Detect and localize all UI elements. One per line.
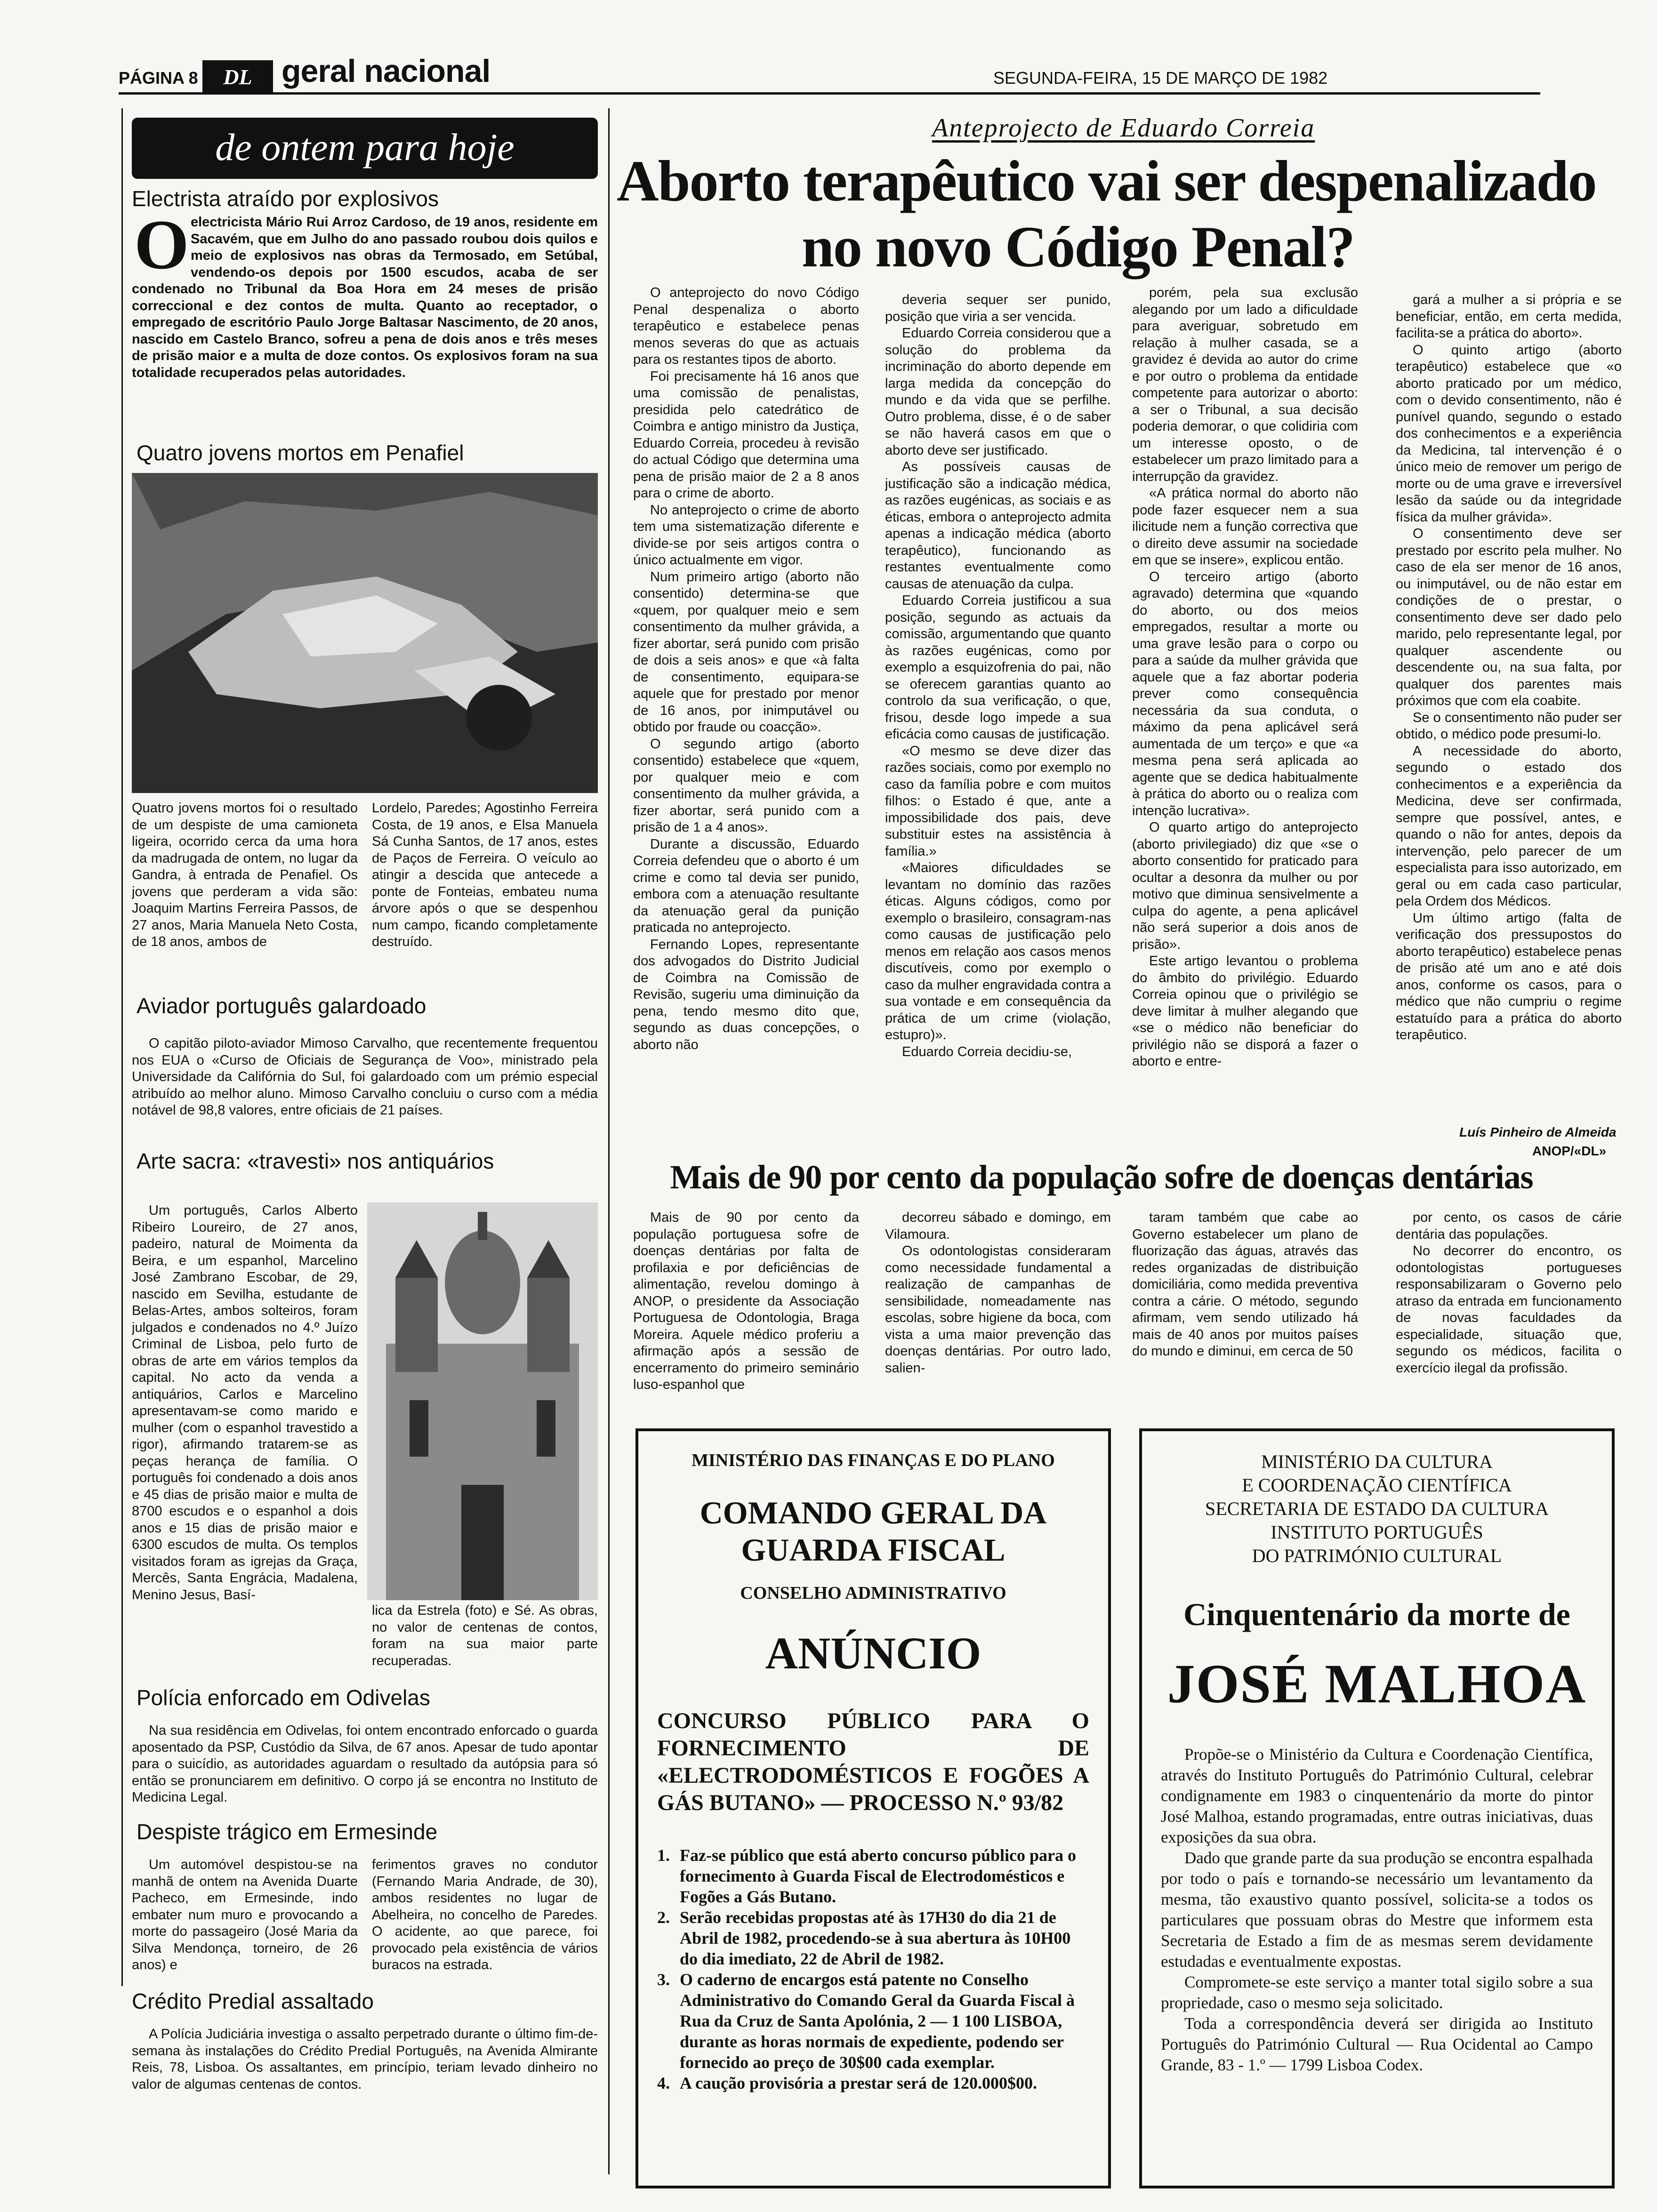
ad-cultura-line-4: INSTITUTO PORTUGUÊS xyxy=(1271,1522,1483,1543)
section-logo xyxy=(202,60,273,94)
ad-fiscal-org-1: COMANDO GERAL DA xyxy=(700,1495,1047,1531)
story-aviador: O capitão piloto-aviador Mimoso Carvalho, que recentemente frequentou nos EUA o «Curso de Oficiais de Segurança de Voo», ministrado pela Universidade da Califórnia do Sul, foi galardoado com um prémio especial atribuído ao melhor aluno. Mimoso Carvalho concluiu o curso com a média notável de 98,8 valores, entre oficiais de 21 países. xyxy=(132,1036,598,1118)
photo-basilica-estrela xyxy=(367,1202,598,1600)
aborto-column-2 xyxy=(885,292,1111,1158)
dental-column-4 xyxy=(1396,1210,1622,1417)
column-paragraph: «Maiores dificuldades se levantam no domínio das razões éticas. Alguns códigos, como por exemplo o brasileiro, consagram-nas como causas de justificação pelo menos em relação aos casos menos discutíveis, como por exemplo o caso da mulher engravidada contra a sua vontade e em consequência da prática de um crime (violação, estupro)». xyxy=(885,860,1111,1042)
column-paragraph: Se o consentimento não puder ser obtido, o médico pode presumi-lo. xyxy=(1396,710,1622,742)
column-paragraph: Eduardo Correia decidiu-se, xyxy=(902,1044,1072,1059)
story-ermesinde-col1: Um automóvel despistou-se na manhã de ontem na Avenida Duarte Pacheco, em Ermesinde, indo embater num muro e provocando a morte do passageiro (José Maria da Silva Mendonça, torneiro, de 26 anos) e xyxy=(132,1857,358,1972)
ad-fiscal-council: CONSELHO ADMINISTRATIVO xyxy=(740,1583,1006,1603)
column-paragraph: O consentimento deve ser prestado por escrito pela mulher. No caso de ela ser menor de 16 anos, ou inimputável, ou de não estar em condições de o prestar, o consentimento deve ser dado pelo marido, pelo representante legal, por qualquer ascendente ou descendente ou, na sua falta, por qualquer dos parentes mais próximos que com ela coabite. xyxy=(1396,526,1622,708)
ad-cultura-body xyxy=(1161,1744,1593,2076)
left-column-divider xyxy=(608,108,610,2174)
column-paragraph: No anteprojecto o crime de aborto tem uma sistematização diferente e divide-se por seis artigos contra o único actualmente em vigor. xyxy=(633,502,859,568)
logo-mark: DL xyxy=(223,65,252,89)
aborto-column-4 xyxy=(1396,292,1622,1120)
story-arte-sacra-col2: lica da Estrela (foto) e Sé. As obras, no valor de centenas de contos, foram na sua maior parte recuperadas. xyxy=(372,1603,598,1668)
photo-wrecked-vehicle xyxy=(132,473,598,793)
ad-fiscal-ministry: MINISTÉRIO DAS FINANÇAS E DO PLANO xyxy=(692,1451,1055,1470)
byline-name: Luís Pinheiro de Almeida xyxy=(1459,1125,1617,1139)
ad-cultura-line-5: DO PATRIMÓNIO CULTURAL xyxy=(1252,1545,1502,1566)
column-paragraph: por cento, os casos de cárie dentária das populações. xyxy=(1396,1210,1622,1242)
headline-credito-predial: Crédito Predial assaltado xyxy=(132,1989,374,2013)
kicker: Anteprojecto de Eduardo Correia xyxy=(932,113,1315,143)
column-paragraph: deveria sequer ser punido, posição que viria a ser vencida. xyxy=(885,292,1111,324)
column-paragraph: O segundo artigo (aborto consentido) estabelece que «quem, por qualquer meio e com consentimento da mulher grávida, a fizer abortar, será punido com a prisão de 1 a 4 anos». xyxy=(633,736,859,835)
story-electrista: electricista Mário Rui Arroz Cardoso, de 19 anos, residente em Sacavém, que em Julho do ano passado roubou dois quilos e meio de explosivos nas obras da Termosado, em Setúbal, vendendo-os depois por 1500 escudos, acaba de ser condenado no Tribunal da Boa Hora em 24 meses de prisão correccional e dez contos de multa. Quanto ao receptador, o empregado de escritório Paulo Jorge Baltasar Nascimento, de 20 anos, nascido em Castelo Branco, sofreu a pena de dois anos e três meses de prisão maior e a multa de doze contos. Os explosivos foram na sua totalidade recuperados pelas autoridades. xyxy=(132,215,598,380)
column-paragraph: Fernando Lopes, representante dos advogados do Distrito Judicial de Coimbra na Comissão de Revisão, sugeriu uma diminuição da pena, tendo mesmo dito que, segundo as duas concepções, o aborto não xyxy=(633,937,859,1052)
column-paragraph: porém, pela sua exclusão alegando por um lado a dificuldade para averiguar, sobretudo em relação à mulher casada, se a gravidez é devida ao autor do crime e por outro o problema da entidade competente para autorizar o aborto: a ser o Tribunal, a sua decisão poderia demorar, o que colidiria com um interesse oposto, o de estabelecer um prazo limitado para a interrupção da gravidez. xyxy=(1132,285,1358,484)
column-paragraph: Um último artigo (falta de verificação dos pressupostos do aborto terapêutico) estabelece penas de prisão até um ano e até dois anos, conforme os casos, para o médico que não cumpriu o regime estatuído para a prática do aborto terapêutico. xyxy=(1396,910,1622,1042)
dropcap: O xyxy=(134,206,189,284)
ad-fiscal-title: ANÚNCIO xyxy=(765,1628,981,1678)
story-penafiel-col2: Lordelo, Paredes; Agostinho Ferreira Costa, de 19 anos, e Elsa Manuela Sá Cunha Santos, de 17 anos, estes de Paços de Ferreira. O veículo ao atingir a descida que antecede a ponte de Fonteias, embateu numa árvore após o que se despenhou num campo, ficando completamente destruído. xyxy=(372,801,598,949)
story-arte-sacra-col1: Um português, Carlos Alberto Ribeiro Loureiro, de 27 anos, padeiro, natural de Moimenta da Beira, e um espanhol, Marcelino José Zambrano Escobar, de 29, nascido em Sevilha, estudante de Belas-Artes, ambos solteiros, foram julgados e condenados no 4.º Juízo Criminal de Lisboa, pelo furto de obras de arte em vários templos da capital. No acto da venda a antiquários, Carlos e Marcelino apresentavam-se como marido e mulher (com o espanhol travestido a rigor), afirmando tratarem-se as peças herança de família. O português foi condenado a dois anos e 45 dias de prisão maior e multa de 8700 escudos e o espanhol a dois anos e 15 dias de prisão maior e 6300 escudos de multa. Os templos visitados foram as igrejas da Graça, Mercês, Santa Engrácia, Madalena, Menino Jesus, Basí- xyxy=(132,1203,358,1603)
header-rule xyxy=(119,92,1540,95)
ad-fiscal-item: 2. Serão recebidas propostas até às 17H30 do dia 21 de Abril de 1982, procedendo-se à sua abertura às 10H00 do dia imediato, 22 de Abril de 1982. xyxy=(657,1908,1071,1968)
ad-cultura-paragraph: Propõe-se o Ministério da Cultura e Coordenação Científica, através do Instituto Português do Património Cultural, celebrar condignamente em 1983 o cinquentenário da morte do pintor José Malhoa, estando programadas, entre outras iniciativas, duas exposições da sua obra. xyxy=(1161,1745,1593,1846)
byline-agency: ANOP/«DL» xyxy=(1532,1144,1607,1158)
column-paragraph: Este artigo levantou o problema do âmbito do privilégio. Eduardo Correia opinou que o privilégio se deve limitar à mulher alegando que «se o médico não beneficiar do privilégio não se disporá a fazer o aborto e entre- xyxy=(1132,954,1358,1069)
column-paragraph: Eduardo Correia justificou a sua posição, segundo as actuais da comissão, argumentando que quanto às razões eugénicas, como por exemplo a esquizofrenia do pai, não se oferecem garantias quanto ao controlo da sua verificação, o que, frisou, desde logo impede a sua eficácia como causas de justificação. xyxy=(885,593,1111,742)
banner-de-ontem-para-hoje xyxy=(132,118,598,179)
column-paragraph: No decorrer do encontro, os odontologistas portugueses responsabilizaram o Governo pelo atraso da entrada em funcionamento de novas faculdades da especialidade, situação que, segundo os médicos, facilita o exercício ilegal da profissão. xyxy=(1396,1243,1622,1376)
ad-fiscal-item: 4. A caução provisória a prestar será de 120.000$00. xyxy=(657,2074,1037,2092)
ad-cultura-title: Cinquentenário da morte de xyxy=(1183,1596,1570,1632)
ad-guarda-fiscal xyxy=(635,1428,1111,2188)
column-paragraph: Os odontologistas consideraram como necessidade fundamental a realização de campanhas de sensibilidade, nomeadamente nas escolas, sobre higiene da boca, com vista a uma maior prevenção das doenças dentárias. Por outro lado, salien- xyxy=(885,1243,1111,1376)
story-odivelas: Na sua residência em Odivelas, foi ontem encontrado enforcado o guarda aposentado da PSP, Custódio da Silva, de 67 anos. Apesar de tudo apontar para o suicídio, as autoridades aguardam o resultado da autópsia para só então se pronunciarem em definitivo. O corpo já se encontra no Instituto de Medicina Legal. xyxy=(132,1723,598,1805)
column-paragraph: O quarto artigo do anteprojecto (aborto privilegiado) diz que «se o aborto consentido for praticado para ocultar a desonra da mulher ou por motivo que diminua sensivelmente a culpa do agente, a pena aplicável não será superior a dois anos de prisão». xyxy=(1132,820,1358,952)
ad-fiscal-list xyxy=(657,1845,1089,2093)
story-ermesinde-col2: ferimentos graves no condutor (Fernando Maria Andrade, de 30), ambos residentes no lugar de Abelheira, no concelho de Paredes. O acidente, ao que parece, foi provocado pela existência de vários buracos na estrada. xyxy=(372,1857,598,1972)
headline-aborto-1: Aborto terapêutico vai ser despenalizado xyxy=(617,149,1596,213)
ad-cultura-paragraph: Toda a correspondência deverá ser dirigida ao Instituto Português do Património Cultural — Rua Ocidental ao Campo Grande, 83 - 1.º — 1799 Lisboa Codex. xyxy=(1161,2014,1593,2074)
left-column-border xyxy=(121,108,123,1986)
column-paragraph: O anteprojecto do novo Código Penal despenaliza o aborto terapêutico e estabelece penas menos severas do que as actuais para os restantes tipos de aborto. xyxy=(633,285,859,367)
story-penafiel-col1: Quatro jovens mortos foi o resultado de um despiste de uma camioneta ligeira, ocorrido cerca da uma hora da madrugada de ontem, no lugar da Gandra, à entrada de Penafiel. Os jovens que perderam a vida são: Joaquim Martins Ferreira Passos, de 27 anos, Maria Manuela Neto Costa, de 18 anos, ambos de xyxy=(132,801,358,949)
column-paragraph: A necessidade do aborto, segundo o estado dos conhecimentos e a experiência da Medicina, deve ser confirmada, sempre que possível, antes, e quando o não for antes, depois da intervenção, pelo parecer de um especialista para isso autorizado, em geral ou em cada caso particular, pela Ordem dos Médicos. xyxy=(1396,743,1622,909)
ad-cultura-line-2: E COORDENAÇÃO CIENTÍFICA xyxy=(1242,1475,1512,1496)
headline-penafiel: Quatro jovens mortos em Penafiel xyxy=(137,441,464,465)
column-paragraph: As possíveis causas de justificação são a indicação médica, as razões eugénicas, as sociais e as éticas, embora o anteprojecto admita apenas a indicação médica (aborto terapêutico), funcionando as restantes eventualmente como causas de atenuação da culpa. xyxy=(885,459,1111,592)
aborto-column-1 xyxy=(633,285,859,1160)
column-paragraph: «O mesmo se deve dizer das razões sociais, como por exemplo no caso da família pobre e com muitos filhos: o Estado é que, ante a impossibilidade dos pais, deve substituir estes na assistência à família.» xyxy=(885,743,1111,859)
column-paragraph: «A prática normal do aborto não pode fazer esquecer nem a sua ilicitude nem a função correctiva que o direito deve assumir na sociedade em que se insere», explicou então. xyxy=(1132,486,1358,568)
column-paragraph: taram também que cabe ao Governo estabelecer um plano de fluorização das águas, através das redes organizadas de distribuição domiciliária, como medida preventiva contra a cárie. O método, segundo afirmam, vem sendo utilizado há mais de 40 anos por muitos países do mundo e diminui, em cerca de 50 xyxy=(1132,1210,1358,1359)
aborto-column-3 xyxy=(1132,285,1358,1160)
ad-fiscal-subject: CONCURSO PÚBLICO PARA O FORNECIMENTO DE «ELECTRODOMÉSTICOS E FOGÕES A GÁS BUTANO» — PROCESSO N.º 93/82 xyxy=(657,1708,1089,1815)
dental-column-2 xyxy=(885,1210,1111,1417)
ad-cultura-paragraph: Compromete-se este serviço a manter total sigilo sobre a sua propriedade, caso o mesmo seja solicitado. xyxy=(1161,1973,1593,2012)
page-date: SEGUNDA-FEIRA, 15 DE MARÇO DE 1982 xyxy=(993,68,1328,88)
ad-cultura-line-1: MINISTÉRIO DA CULTURA xyxy=(1261,1451,1493,1472)
headline-aborto-2: no novo Código Penal? xyxy=(801,215,1355,279)
headline-arte-sacra: Arte sacra: «travesti» nos antiquários xyxy=(137,1149,494,1173)
ad-cultura-name: JOSÉ MALHOA xyxy=(1167,1653,1587,1715)
ad-fiscal-item: 1. Faz-se público que está aberto concurso público para o fornecimento à Guarda Fiscal de Electrodomésticos e Fogões a Gás Butano. xyxy=(657,1846,1076,1906)
column-paragraph: Mais de 90 por cento da população portuguesa sofre de doenças dentárias por falta de profilaxia e por deficiências de alimentação, revelou domingo à ANOP, o presidente da Associação Portuguesa de Odontologia, Braga Moreira. Aquele médico proferiu a afirmação após a sessão de encerramento do primeiro seminário luso-espanhol que xyxy=(633,1210,859,1392)
headline-odivelas: Polícia enforcado em Odivelas xyxy=(137,1685,430,1710)
ad-cultura-line-3: SECRETARIA DE ESTADO DA CULTURA xyxy=(1205,1498,1549,1519)
dental-column-1 xyxy=(633,1210,859,1417)
dental-column-3 xyxy=(1132,1210,1358,1417)
column-paragraph: decorreu sábado e domingo, em Vilamoura. xyxy=(885,1210,1111,1242)
page-number: PÁGINA 8 xyxy=(119,68,198,88)
column-paragraph: Durante a discussão, Eduardo Correia defendeu que o aborto é um crime e como tal devia ser punido, embora com a atenuação resultante da atenuação geral da punição praticada no anteprojecto. xyxy=(633,836,859,935)
ad-fiscal-org-2: GUARDA FISCAL xyxy=(741,1532,1005,1568)
headline-dental: Mais de 90 por cento da população sofre de doenças dentárias xyxy=(670,1158,1533,1196)
column-paragraph: Num primeiro artigo (aborto não consentido) determina-se que «quem, por qualquer meio e sem consentimento da mulher grávida, a fizer abortar, será punido com prisão de dois a seis anos» e que «à falta de consentimento, equipara-se aquele que for prestado por menor de 16 anos, por inimputável ou obtido por fraude ou coacção». xyxy=(633,569,859,735)
column-paragraph: Foi precisamente há 16 anos que uma comissão de penalistas, presidida pelo catedrático de Coimbra e antigo ministro da Justiça, Eduardo Correia, procedeu à revisão do actual Código que determina uma pena de prisão maior de 2 a 8 anos para o crime de aborto. xyxy=(633,369,859,501)
section-title: geral nacional xyxy=(282,53,491,89)
column-paragraph: O quinto artigo (aborto terapêutico) estabelece que «o aborto praticado por um médico, com o devido consentimento, não é punível quando, segundo o estado dos conhecimentos e a experiência da Medicina, tal intervenção é o único meio de remover um perigo de morte ou de uma grave e irreversível lesão da saúde ou da integridade física da mulher grávida». xyxy=(1396,342,1622,525)
story-credito-predial: A Polícia Judiciária investiga o assalto perpetrado durante o último fim-de-semana às instalações do Crédito Predial Português, na Avenida Almirante Reis, 78, Lisboa. Os assaltantes, em princípio, teriam levado dinheiro no valor de algumas centenas de contos. xyxy=(132,2027,598,2092)
headline-ermesinde: Despiste trágico em Ermesinde xyxy=(137,1819,438,1844)
column-paragraph: O terceiro artigo (aborto agravado) determina que «quando do aborto, ou dos meios empregados, resultar a morte ou uma grave lesão para o corpo ou para a saúde da mulher grávida que aquele que a faz abortar poderia prever como consequência necessária da sua conduta, o máximo da pena aplicável será aumentada de um terço» e que «a mesma pena será aplicada ao agente que se dedica habitualmente à prática do aborto ou o realiza com intenção lucrativa». xyxy=(1132,569,1358,818)
headline-aviador: Aviador português galardoado xyxy=(137,994,426,1018)
headline-electrista: Electrista atraído por explosivos xyxy=(132,186,439,211)
ad-fiscal-item: 3. O caderno de encargos está patente no Conselho Administrativo do Comando Geral da Guarda Fiscal à Rua da Cruz de Santa Apolónia, 2 — 1 100 LISBOA, durante as horas normais de expediente, podendo ser fornecido ao preço de 30$00 cada exemplar. xyxy=(657,1970,1075,2072)
ad-cultura xyxy=(1139,1428,1615,2188)
banner-text: de ontem para hoje xyxy=(215,126,515,168)
column-paragraph: gará a mulher a si própria e se beneficiar, então, em certa medida, facilita-se a prática do aborto». xyxy=(1396,292,1622,341)
ad-cultura-paragraph: Dado que grande parte da sua produção se encontra espalhada por todo o país e tornando-se necessário um levantamento da mesma, tão exaustivo quanto possível, solicita-se a todos os particulares que possuam obras do Mestre que informem esta Secretaria de Estado a fim de as mesmas serem devidamente estudadas e eventualmente expostas. xyxy=(1161,1849,1593,1971)
column-paragraph: Eduardo Correia considerou que a solução do problema da incriminação do aborto depende em larga medida da concepção do mundo e da vida que se perfilhe. Outro problema, disse, é o de saber se não haverá casos em que o aborto deve ser justificado. xyxy=(885,326,1111,458)
